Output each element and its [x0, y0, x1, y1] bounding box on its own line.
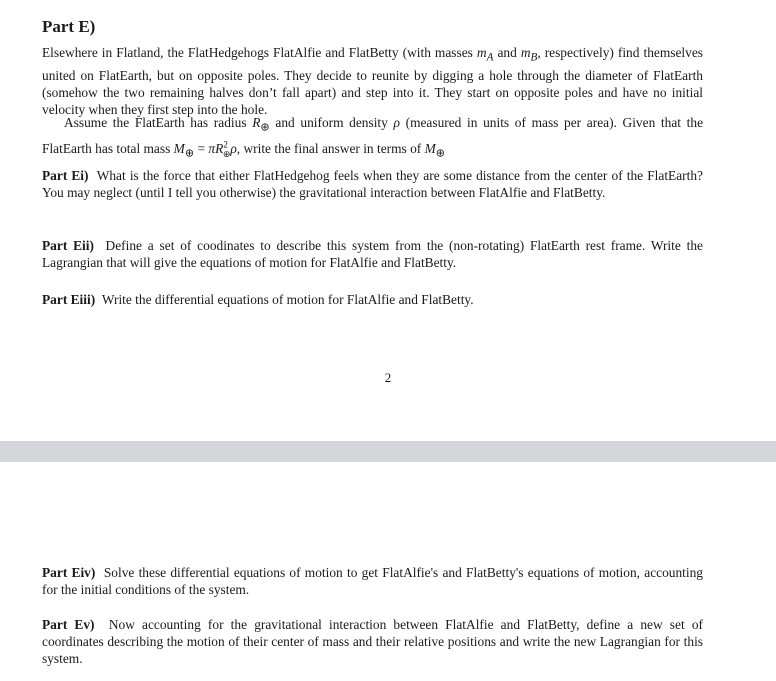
part-eiv-text: Solve these differential equations of motion to get FlatAlfie's and FlatBetty's equations of motion, accounting for the initial conditions of the system.	[42, 565, 704, 597]
document-page-2	[0, 462, 776, 681]
page-separator	[0, 441, 776, 462]
intro-text: Elsewhere in Flatland, the FlatHedgehogs FlatAlfie and FlatBetty (with masses $m_A$ and $m_B$, respectively) find themselves united on FlatEarth, but on opposite poles. They decide to reunite by digging a hole through the diameter of FlatEarth (somehow the two remaining halves don’t fall apart) and step into it. They start on opposite poles and have no initial velocity when they first step into the hole.	[42, 45, 703, 117]
part-eiv-label: Part Eiv)	[42, 565, 96, 580]
part-ev-text: Now accounting for the gravitational interaction between FlatAlfie and FlatBetty, define a new set of coordinates describing the motion of their center of mass and their relative positions and write the new Lagrangian for this system.	[42, 617, 703, 666]
part-ev-question	[42, 616, 703, 667]
part-eii-text: Define a set of coodinates to describe this system from the (non-rotating) FlatEarth rest frame. Write the Lagrangian that will give the equations of motion for FlatAlfie and FlatBetty.	[42, 238, 703, 270]
part-eiii-label: Part Eiii)	[42, 292, 96, 307]
part-eiv-question	[42, 564, 703, 598]
part-ei-question	[42, 167, 703, 201]
part-ei-text: What is the force that either FlatHedgehog feels when they are some distance from the center of the FlatEarth? You may neglect (until I tell you otherwise) the gravitational interaction between FlatAlfie and FlatBetty.	[42, 168, 703, 200]
intro-paragraph	[42, 44, 703, 118]
part-eiii-question	[42, 291, 703, 308]
page-number: 2	[384, 370, 392, 385]
assumption-paragraph	[42, 114, 703, 163]
part-eii-question	[42, 237, 703, 271]
part-eii-label: Part Eii)	[42, 238, 94, 253]
part-ev-label: Part Ev)	[42, 617, 95, 632]
part-ei-label: Part Ei)	[42, 168, 89, 183]
part-e-heading: Part E)	[42, 17, 96, 36]
assumption-text: Assume the FlatEarth has radius $R_\oplus$ and uniform density ρ (measured in units of mass per area). Given that the FlatEarth has total mass $M_\oplus = \pi R^2_\oplus\rho$, write the final answer in terms of $M_\oplus$	[42, 115, 704, 160]
part-eiii-text: Write the differential equations of motion for FlatAlfie and FlatBetty.	[101, 292, 474, 307]
